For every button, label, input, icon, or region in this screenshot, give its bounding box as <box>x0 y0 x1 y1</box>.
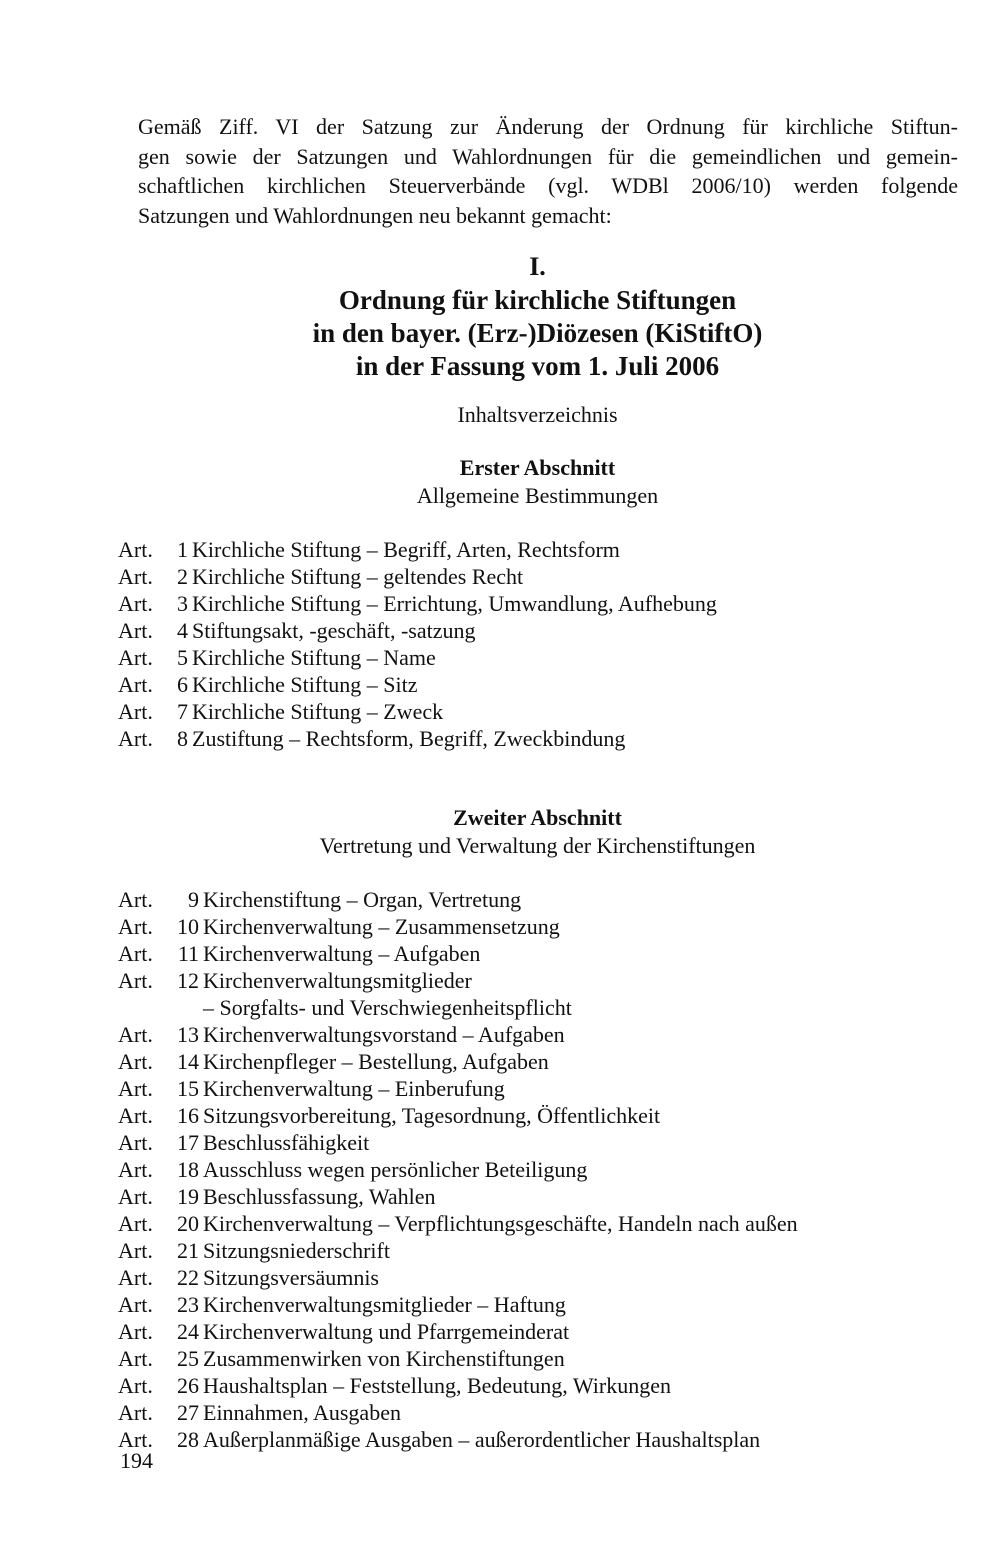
toc-entry-text: Kirchenverwaltung – Zusammensetzung <box>203 914 560 939</box>
toc-entry-number: 11 <box>177 941 199 966</box>
toc-entry-prefix: Art. <box>118 537 153 562</box>
toc-entry-text: Haushaltsplan – Feststellung, Bedeutung, Wirkungen <box>203 1373 671 1398</box>
page-number: 194 <box>120 1448 153 1473</box>
toc-entry-prefix: Art. <box>118 1184 153 1209</box>
toc-entry-prefix: Art. <box>118 1211 153 1236</box>
toc-entry-text: Kirchliche Stiftung – geltendes Recht <box>192 564 524 589</box>
toc-entry-prefix: Art. <box>118 1400 153 1425</box>
toc-entry-number: 24 <box>177 1319 199 1344</box>
toc-entry-text: Einnahmen, Ausgaben <box>203 1400 401 1425</box>
toc-entry-prefix: Art. <box>118 1130 153 1155</box>
toc-entry-text: Kirchenverwaltung – Einberufung <box>203 1076 505 1101</box>
intro-line: schaftlichen kirchlichen Steuerverbände (vgl. WDBl 2006/10) werden folgende <box>138 173 958 198</box>
toc-entry-text: – Sorgfalts- und Verschwiegenheitspflicht <box>203 995 572 1020</box>
toc-entry <box>118 1075 798 1102</box>
toc-entry <box>118 967 798 994</box>
toc-entry-prefix: Art. <box>118 618 153 643</box>
toc-entry <box>118 1318 798 1345</box>
toc-entry-number: 4 <box>177 618 188 643</box>
toc-entry-prefix: Art. <box>118 914 153 939</box>
toc-entry <box>118 994 798 1021</box>
toc-entry <box>118 536 717 563</box>
toc-entry-number: 15 <box>177 1076 199 1101</box>
section-roman-numeral: I. <box>529 252 546 281</box>
toc-entry-prefix: Art. <box>118 564 153 589</box>
toc-entry <box>118 671 717 698</box>
toc-entry <box>118 1183 798 1210</box>
toc-entry-prefix: Art. <box>118 672 153 697</box>
toc-entry-prefix <box>118 994 174 1021</box>
toc-entry-number: 19 <box>177 1184 199 1209</box>
toc-entry-text: Kirchenverwaltung und Pfarrgemeinderat <box>203 1319 570 1344</box>
toc-entry-number: 5 <box>177 645 188 670</box>
toc-entry-number: 2 <box>177 564 188 589</box>
toc-entry <box>118 725 717 752</box>
toc-entry <box>118 1210 798 1237</box>
section-title: Zweiter Abschnitt <box>453 805 622 830</box>
title-line: Ordnung für kirchliche Stiftungen <box>338 285 737 315</box>
toc-entry-number: 22 <box>177 1265 199 1290</box>
toc-entry <box>118 1129 798 1156</box>
toc-entry-text: Zustiftung – Rechtsform, Begriff, Zweckbindung <box>192 726 626 751</box>
toc-entry-number: 16 <box>177 1103 199 1128</box>
toc-entry-prefix: Art. <box>118 699 153 724</box>
toc-entry-number: 17 <box>177 1130 199 1155</box>
toc-entry-number: 21 <box>177 1238 199 1263</box>
toc-entry-number: 3 <box>177 591 188 616</box>
toc-entry-text: Kirchliche Stiftung – Errichtung, Umwandlung, Aufhebung <box>192 591 717 616</box>
section-title: Erster Abschnitt <box>459 455 616 480</box>
toc-entry-number: 12 <box>177 968 199 993</box>
toc-entry-text: Sitzungsversäumnis <box>203 1265 379 1290</box>
section-subtitle: Allgemeine Bestimmungen <box>416 483 659 508</box>
toc-entry <box>118 886 798 913</box>
toc-entry <box>118 1156 798 1183</box>
toc-entry-number: 10 <box>177 914 199 939</box>
toc-entry-prefix: Art. <box>118 1265 153 1290</box>
toc-entry-prefix: Art. <box>118 1292 153 1317</box>
intro-line: gen sowie der Satzungen und Wahlordnungen für die gemeindlichen und gemein- <box>138 143 958 169</box>
toc-entry-text: Kirchenpfleger – Bestellung, Aufgaben <box>203 1049 549 1074</box>
intro-line: Satzungen und Wahlordnungen neu bekannt gemacht: <box>138 202 612 228</box>
toc-entry-number: 28 <box>177 1427 199 1452</box>
toc-entry-number: 8 <box>177 726 188 751</box>
toc-entry <box>118 698 717 725</box>
toc-heading: Inhaltsverzeichnis <box>457 402 618 427</box>
toc-entry-prefix: Art. <box>118 941 153 966</box>
toc-entry-number: 6 <box>177 672 188 697</box>
toc-entry-number: 27 <box>177 1400 199 1425</box>
toc-entry-number: 7 <box>177 699 188 724</box>
toc-entry-text: Kirchenverwaltungsvorstand – Aufgaben <box>203 1022 565 1047</box>
section-subtitle: Vertretung und Verwaltung der Kirchenstiftungen <box>319 833 756 858</box>
title-line: in den bayer. (Erz-)Diözesen (KiStiftO) <box>312 318 763 348</box>
toc-entry-text: Stiftungsakt, -geschäft, -satzung <box>192 618 476 643</box>
toc-entry <box>118 1426 798 1453</box>
toc-entry-number: 1 <box>177 537 188 562</box>
toc-entry-prefix: Art. <box>118 1319 153 1344</box>
toc-entry <box>118 590 717 617</box>
toc-entry-prefix: Art. <box>118 1103 153 1128</box>
toc-entry-prefix: Art. <box>118 645 153 670</box>
toc-entry-text: Kirchliche Stiftung – Sitz <box>192 672 418 697</box>
document-title <box>0 284 1000 383</box>
toc-entry-text: Kirchenverwaltung – Aufgaben <box>203 941 481 966</box>
toc-entry <box>118 644 717 671</box>
toc-entry-prefix: Art. <box>118 1427 153 1452</box>
toc-entry-text: Sitzungsvorbereitung, Tagesordnung, Öffentlichkeit <box>203 1103 661 1128</box>
toc-entry-text: Beschlussfähigkeit <box>203 1130 370 1155</box>
toc-entry-prefix: Art. <box>118 1346 153 1371</box>
toc-entry <box>118 617 717 644</box>
toc-entry <box>118 1021 798 1048</box>
toc-entry-text: Kirchliche Stiftung – Begriff, Arten, Rechtsform <box>192 537 620 562</box>
toc-entry-number: 25 <box>177 1346 199 1371</box>
toc-entry-prefix: Art. <box>118 1373 153 1398</box>
toc-entry-prefix: Art. <box>118 968 153 993</box>
toc-entry-number: 9 <box>188 887 199 912</box>
toc-entry-number: 18 <box>177 1157 199 1182</box>
toc-entry-prefix: Art. <box>118 1049 153 1074</box>
toc-entry-text: Außerplanmäßige Ausgaben – außerordentlicher Haushaltsplan <box>203 1427 761 1452</box>
toc-entry-prefix: Art. <box>118 1238 153 1263</box>
toc-entry-number <box>174 994 203 1021</box>
toc-entry-text: Kirchenverwaltung – Verpflichtungsgeschäfte, Handeln nach außen <box>203 1211 798 1236</box>
toc-entry-text: Kirchliche Stiftung – Name <box>192 645 436 670</box>
intro-paragraph <box>138 112 958 230</box>
toc-entry-text: Beschlussfassung, Wahlen <box>203 1184 436 1209</box>
toc-entry-number: 13 <box>177 1022 199 1047</box>
toc-entry <box>118 940 798 967</box>
toc-entry-number: 23 <box>177 1292 199 1317</box>
toc-entry-text: Kirchliche Stiftung – Zweck <box>192 699 444 724</box>
toc-entry <box>118 1048 798 1075</box>
toc-entry <box>118 913 798 940</box>
toc-entry <box>118 1237 798 1264</box>
toc-entry <box>118 1345 798 1372</box>
toc-list <box>118 536 717 752</box>
toc-entry-text: Sitzungsniederschrift <box>203 1238 390 1263</box>
toc-entry-text: Kirchenverwaltungsmitglieder <box>203 968 472 993</box>
toc-entry-number: 20 <box>177 1211 199 1236</box>
toc-entry-prefix: Art. <box>118 1076 153 1101</box>
toc-entry-prefix: Art. <box>118 1022 153 1047</box>
toc-entry-number: 14 <box>177 1049 199 1074</box>
toc-entry <box>118 1372 798 1399</box>
toc-entry-text: Ausschluss wegen persönlicher Beteiligung <box>203 1157 588 1182</box>
toc-entry <box>118 1291 798 1318</box>
toc-entry <box>118 563 717 590</box>
toc-entry-text: Kirchenverwaltungsmitglieder – Haftung <box>203 1292 566 1317</box>
toc-entry-text: Kirchenstiftung – Organ, Vertretung <box>203 887 522 912</box>
toc-entry <box>118 1264 798 1291</box>
title-line: in der Fassung vom 1. Juli 2006 <box>355 351 720 381</box>
intro-line: Gemäß Ziff. VI der Satzung zur Änderung der Ordnung für kirchliche Stiftun- <box>138 114 958 139</box>
toc-entry <box>118 1102 798 1129</box>
toc-entry-prefix: Art. <box>118 726 153 751</box>
toc-entry-prefix: Art. <box>118 1157 153 1182</box>
toc-entry-prefix: Art. <box>118 887 153 912</box>
toc-entry-number: 26 <box>177 1373 199 1398</box>
toc-entry <box>118 1399 798 1426</box>
toc-list <box>118 886 798 1453</box>
toc-entry-prefix: Art. <box>118 591 153 616</box>
toc-entry-text: Zusammenwirken von Kirchenstiftungen <box>203 1346 565 1371</box>
